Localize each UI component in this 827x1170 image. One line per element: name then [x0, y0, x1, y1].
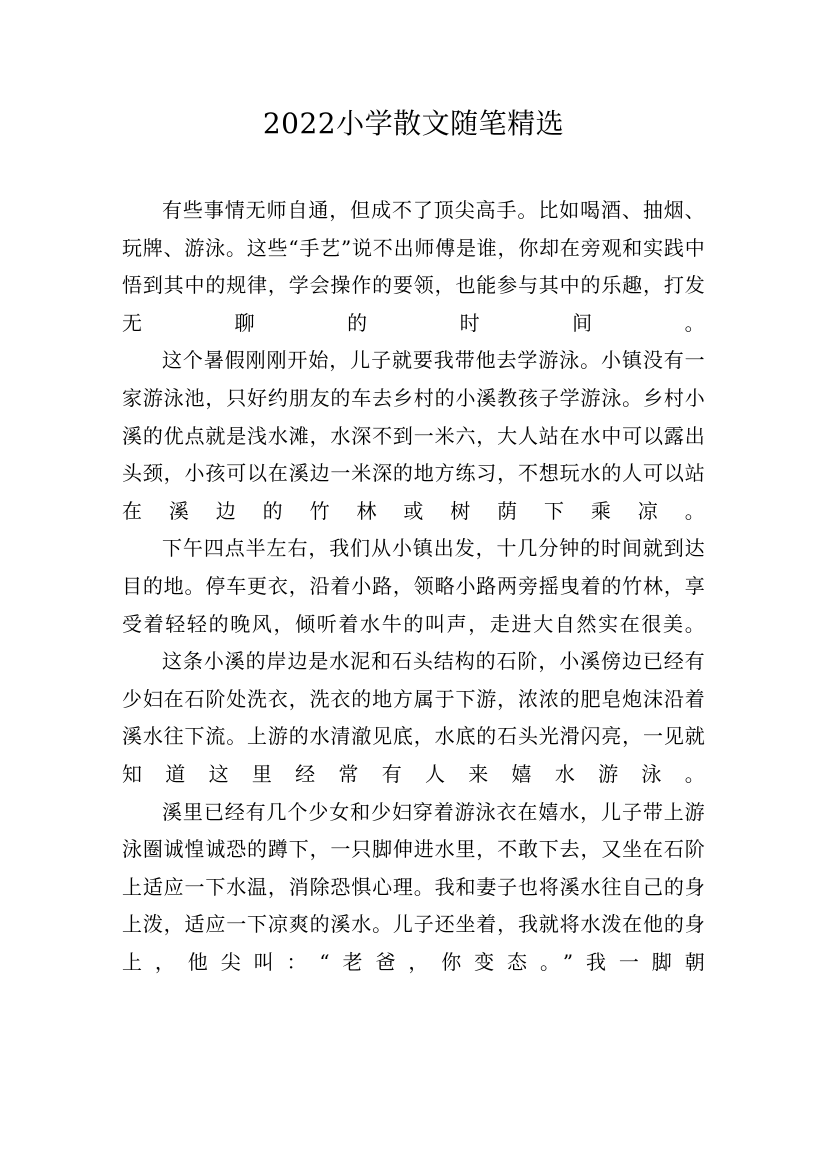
paragraph: 这个暑假刚刚开始，儿子就要我带他去学游泳。小镇没有一家游泳池，只好约朋友的车去乡村的小溪教孩子学游泳。乡村小溪的优点就是浅水滩，水深不到一米六，大人站在水中可以露出头颈，小孩可以在溪边一米深的地方练习，不想玩水的人可以站在溪边的竹林或树荫下乘凉。	[122, 348, 705, 523]
paragraph: 有些事情无师自通，但成不了顶尖高手。比如喝酒、抽烟、玩牌、游泳。这些“手艺”说不出师傅是谁，你却在旁观和实践中悟到其中的规律，学会操作的要领，也能参与其中的乐趣，打发无聊的时间。	[122, 198, 705, 335]
document-title: 2022小学散文随笔精选	[262, 107, 565, 140]
paragraph: 下午四点半左右，我们从小镇出发，十几分钟的时间就到达目的地。停车更衣，沿着小路，领略小路两旁摇曳着的竹林，享受着轻轻的晚风，倾听着水牛的叫声，走进大自然实在很美。	[122, 536, 705, 636]
paragraph: 溪里已经有几个少女和少妇穿着游泳衣在嬉水，儿子带上游泳圈诚惶诚恐的蹲下，一只脚伸进水里，不敢下去，又坐在石阶上适应一下水温，消除恐惧心理。我和妻子也将溪水往自己的身上泼，适应一下凉爽的溪水。儿子还坐着，我就将水泼在他的身上，他尖叫：“老爸，你变态。”我一脚朝	[122, 799, 705, 974]
paragraph: 这条小溪的岸边是水泥和石头结构的石阶，小溪傍边已经有少妇在石阶处洗衣，洗衣的地方属于下游，浓浓的肥皂炮沫沿着溪水往下流。上游的水清澈见底，水底的石头光滑闪亮，一见就知道这里经常有人来嬉水游泳。	[122, 649, 705, 786]
document-body	[122, 192, 705, 981]
